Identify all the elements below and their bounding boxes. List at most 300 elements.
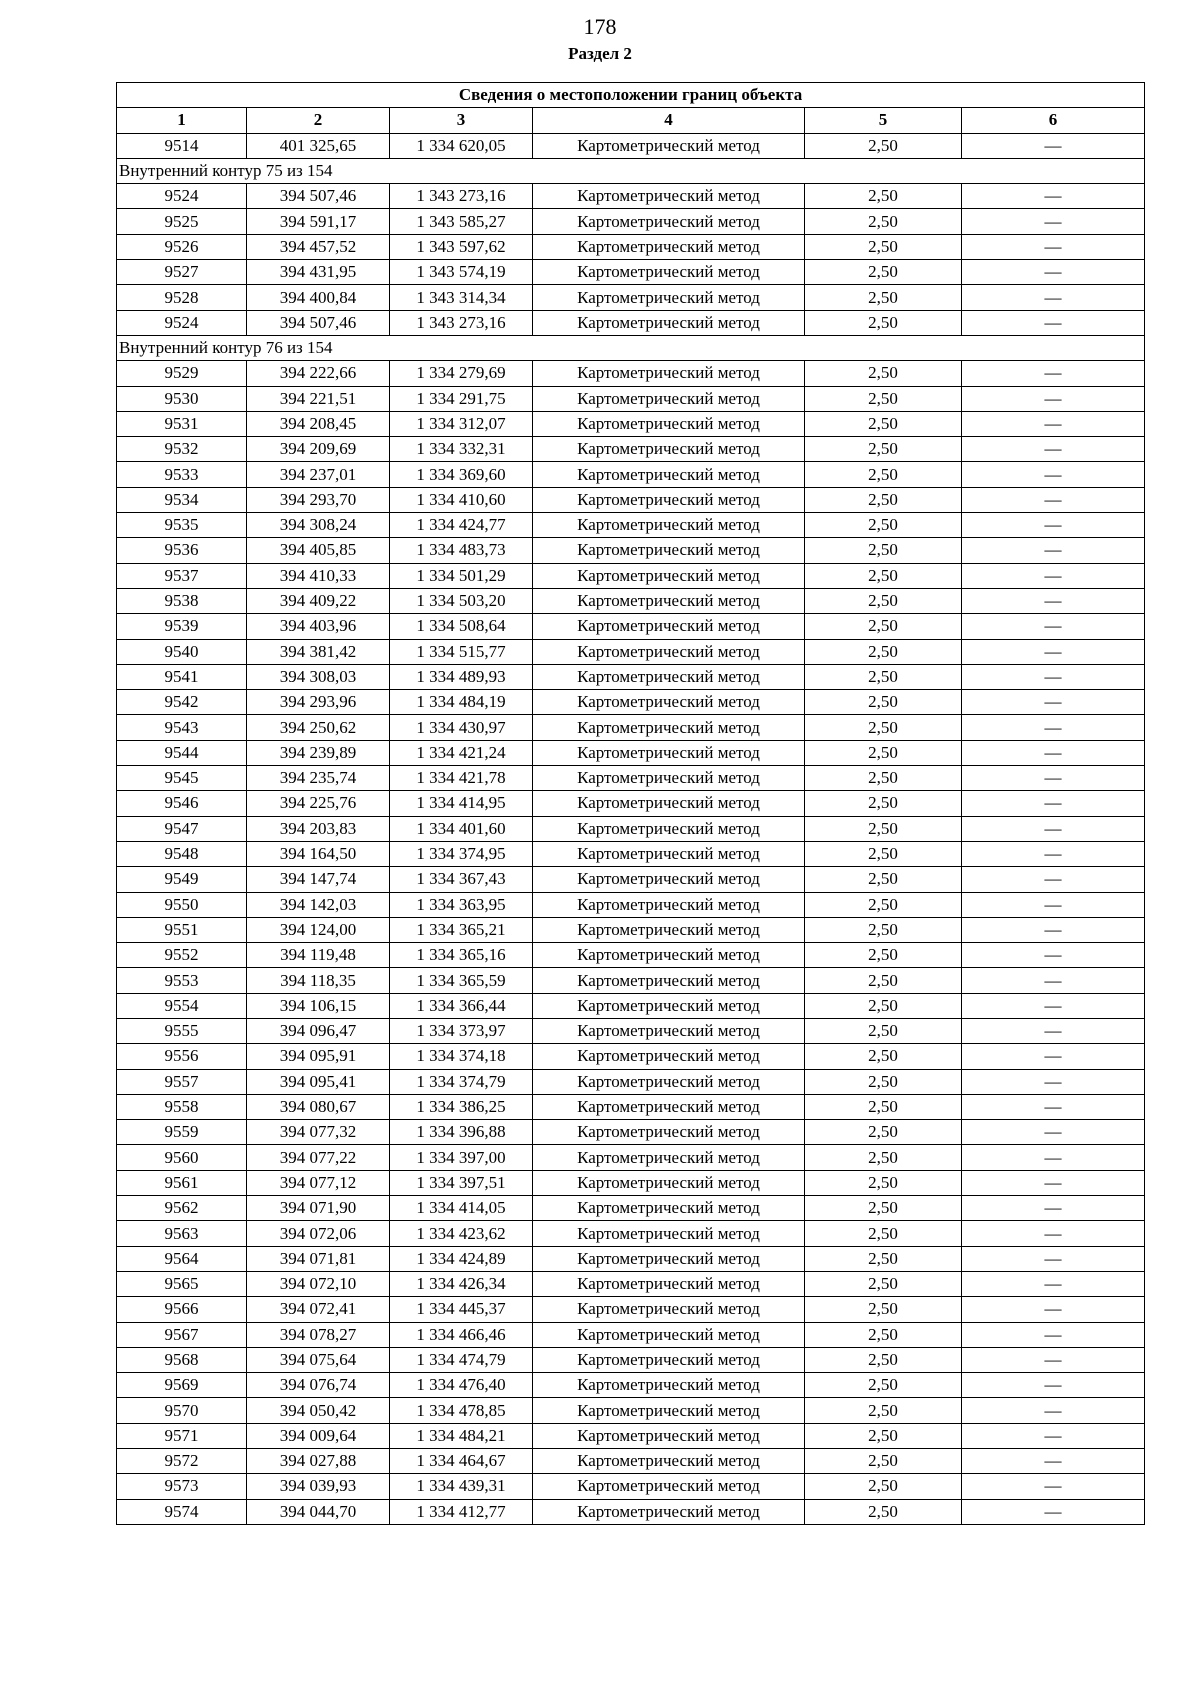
accuracy-cell: 2,50 xyxy=(805,867,962,892)
accuracy-cell: 2,50 xyxy=(805,437,962,462)
description-cell: — xyxy=(962,715,1145,740)
description-cell: — xyxy=(962,943,1145,968)
accuracy-cell: 2,50 xyxy=(805,917,962,942)
accuracy-cell: 2,50 xyxy=(805,740,962,765)
point-number-cell: 9543 xyxy=(117,715,247,740)
point-number-cell: 9553 xyxy=(117,968,247,993)
table-caption-row xyxy=(117,83,1145,108)
description-cell: — xyxy=(962,1423,1145,1448)
method-cell: Картометрический метод xyxy=(533,1196,805,1221)
table-row xyxy=(117,411,1145,436)
description-cell: — xyxy=(962,1044,1145,1069)
table-row xyxy=(117,260,1145,285)
x-coordinate-cell: 394 072,06 xyxy=(247,1221,390,1246)
x-coordinate-cell: 394 119,48 xyxy=(247,943,390,968)
accuracy-cell: 2,50 xyxy=(805,1120,962,1145)
x-coordinate-cell: 394 095,41 xyxy=(247,1069,390,1094)
table-row xyxy=(117,1423,1145,1448)
method-cell: Картометрический метод xyxy=(533,361,805,386)
description-cell: — xyxy=(962,614,1145,639)
y-coordinate-cell: 1 334 478,85 xyxy=(390,1398,533,1423)
description-cell: — xyxy=(962,690,1145,715)
point-number-cell: 9546 xyxy=(117,791,247,816)
accuracy-cell: 2,50 xyxy=(805,1449,962,1474)
accuracy-cell: 2,50 xyxy=(805,1246,962,1271)
point-number-cell: 9544 xyxy=(117,740,247,765)
accuracy-cell: 2,50 xyxy=(805,614,962,639)
x-coordinate-cell: 394 403,96 xyxy=(247,614,390,639)
table-row xyxy=(117,133,1145,158)
table-row xyxy=(117,234,1145,259)
description-cell: — xyxy=(962,1499,1145,1524)
description-cell: — xyxy=(962,1170,1145,1195)
method-cell: Картометрический метод xyxy=(533,917,805,942)
description-cell: — xyxy=(962,487,1145,512)
method-cell: Картометрический метод xyxy=(533,1423,805,1448)
table-row xyxy=(117,664,1145,689)
x-coordinate-cell: 394 308,03 xyxy=(247,664,390,689)
table-row xyxy=(117,1246,1145,1271)
description-cell: — xyxy=(962,462,1145,487)
description-cell: — xyxy=(962,538,1145,563)
table-row xyxy=(117,1322,1145,1347)
x-coordinate-cell: 394 457,52 xyxy=(247,234,390,259)
point-number-cell: 9541 xyxy=(117,664,247,689)
accuracy-cell: 2,50 xyxy=(805,1221,962,1246)
column-number-header: 5 xyxy=(805,108,962,133)
description-cell: — xyxy=(962,1271,1145,1296)
table-row xyxy=(117,715,1145,740)
x-coordinate-cell: 394 078,27 xyxy=(247,1322,390,1347)
description-cell: — xyxy=(962,639,1145,664)
point-number-cell: 9574 xyxy=(117,1499,247,1524)
point-number-cell: 9566 xyxy=(117,1297,247,1322)
accuracy-cell: 2,50 xyxy=(805,563,962,588)
y-coordinate-cell: 1 334 401,60 xyxy=(390,816,533,841)
table-row xyxy=(117,867,1145,892)
x-coordinate-cell: 394 591,17 xyxy=(247,209,390,234)
accuracy-cell: 2,50 xyxy=(805,487,962,512)
contour-label: Внутренний контур 75 из 154 xyxy=(117,158,1145,183)
method-cell: Картометрический метод xyxy=(533,1449,805,1474)
method-cell: Картометрический метод xyxy=(533,487,805,512)
y-coordinate-cell: 1 334 414,05 xyxy=(390,1196,533,1221)
x-coordinate-cell: 394 147,74 xyxy=(247,867,390,892)
x-coordinate-cell: 394 235,74 xyxy=(247,766,390,791)
point-number-cell: 9525 xyxy=(117,209,247,234)
y-coordinate-cell: 1 334 620,05 xyxy=(390,133,533,158)
method-cell: Картометрический метод xyxy=(533,285,805,310)
table-row xyxy=(117,943,1145,968)
accuracy-cell: 2,50 xyxy=(805,892,962,917)
accuracy-cell: 2,50 xyxy=(805,1373,962,1398)
description-cell: — xyxy=(962,1221,1145,1246)
column-number-header: 6 xyxy=(962,108,1145,133)
description-cell: — xyxy=(962,411,1145,436)
table-row xyxy=(117,1474,1145,1499)
point-number-cell: 9555 xyxy=(117,1018,247,1043)
x-coordinate-cell: 394 077,12 xyxy=(247,1170,390,1195)
description-cell: — xyxy=(962,1474,1145,1499)
point-number-cell: 9558 xyxy=(117,1094,247,1119)
point-number-cell: 9545 xyxy=(117,766,247,791)
table-row xyxy=(117,462,1145,487)
description-cell: — xyxy=(962,1018,1145,1043)
method-cell: Картометрический метод xyxy=(533,1221,805,1246)
point-number-cell: 9563 xyxy=(117,1221,247,1246)
point-number-cell: 9559 xyxy=(117,1120,247,1145)
x-coordinate-cell: 394 096,47 xyxy=(247,1018,390,1043)
point-number-cell: 9547 xyxy=(117,816,247,841)
table-row xyxy=(117,1170,1145,1195)
description-cell: — xyxy=(962,1322,1145,1347)
method-cell: Картометрический метод xyxy=(533,1398,805,1423)
method-cell: Картометрический метод xyxy=(533,260,805,285)
x-coordinate-cell: 394 410,33 xyxy=(247,563,390,588)
table-row xyxy=(117,1094,1145,1119)
method-cell: Картометрический метод xyxy=(533,1474,805,1499)
column-number-header: 1 xyxy=(117,108,247,133)
y-coordinate-cell: 1 334 373,97 xyxy=(390,1018,533,1043)
point-number-cell: 9567 xyxy=(117,1322,247,1347)
point-number-cell: 9551 xyxy=(117,917,247,942)
point-number-cell: 9524 xyxy=(117,184,247,209)
table-row xyxy=(117,740,1145,765)
y-coordinate-cell: 1 343 597,62 xyxy=(390,234,533,259)
y-coordinate-cell: 1 343 314,34 xyxy=(390,285,533,310)
y-coordinate-cell: 1 343 273,16 xyxy=(390,184,533,209)
table-row xyxy=(117,209,1145,234)
point-number-cell: 9565 xyxy=(117,1271,247,1296)
x-coordinate-cell: 394 431,95 xyxy=(247,260,390,285)
description-cell: — xyxy=(962,588,1145,613)
table-row xyxy=(117,1221,1145,1246)
table-row xyxy=(117,614,1145,639)
method-cell: Картометрический метод xyxy=(533,462,805,487)
table-row xyxy=(117,1449,1145,1474)
x-coordinate-cell: 394 080,67 xyxy=(247,1094,390,1119)
y-coordinate-cell: 1 334 386,25 xyxy=(390,1094,533,1119)
description-cell: — xyxy=(962,437,1145,462)
table-row xyxy=(117,1347,1145,1372)
x-coordinate-cell: 394 293,70 xyxy=(247,487,390,512)
point-number-cell: 9564 xyxy=(117,1246,247,1271)
description-cell: — xyxy=(962,361,1145,386)
method-cell: Картометрический метод xyxy=(533,234,805,259)
description-cell: — xyxy=(962,791,1145,816)
point-number-cell: 9550 xyxy=(117,892,247,917)
accuracy-cell: 2,50 xyxy=(805,1347,962,1372)
point-number-cell: 9572 xyxy=(117,1449,247,1474)
accuracy-cell: 2,50 xyxy=(805,639,962,664)
method-cell: Картометрический метод xyxy=(533,1347,805,1372)
accuracy-cell: 2,50 xyxy=(805,664,962,689)
description-cell: — xyxy=(962,133,1145,158)
method-cell: Картометрический метод xyxy=(533,841,805,866)
accuracy-cell: 2,50 xyxy=(805,184,962,209)
point-number-cell: 9535 xyxy=(117,513,247,538)
table-row xyxy=(117,816,1145,841)
x-coordinate-cell: 394 071,90 xyxy=(247,1196,390,1221)
y-coordinate-cell: 1 334 466,46 xyxy=(390,1322,533,1347)
method-cell: Картометрический метод xyxy=(533,690,805,715)
column-number-header: 3 xyxy=(390,108,533,133)
method-cell: Картометрический метод xyxy=(533,411,805,436)
method-cell: Картометрический метод xyxy=(533,740,805,765)
accuracy-cell: 2,50 xyxy=(805,841,962,866)
point-number-cell: 9569 xyxy=(117,1373,247,1398)
point-number-cell: 9557 xyxy=(117,1069,247,1094)
accuracy-cell: 2,50 xyxy=(805,361,962,386)
point-number-cell: 9532 xyxy=(117,437,247,462)
x-coordinate-cell: 394 077,22 xyxy=(247,1145,390,1170)
y-coordinate-cell: 1 334 439,31 xyxy=(390,1474,533,1499)
method-cell: Картометрический метод xyxy=(533,1120,805,1145)
method-cell: Картометрический метод xyxy=(533,614,805,639)
x-coordinate-cell: 394 409,22 xyxy=(247,588,390,613)
accuracy-cell: 2,50 xyxy=(805,462,962,487)
accuracy-cell: 2,50 xyxy=(805,411,962,436)
point-number-cell: 9548 xyxy=(117,841,247,866)
description-cell: — xyxy=(962,766,1145,791)
accuracy-cell: 2,50 xyxy=(805,1423,962,1448)
table-row xyxy=(117,538,1145,563)
accuracy-cell: 2,50 xyxy=(805,1297,962,1322)
method-cell: Картометрический метод xyxy=(533,1499,805,1524)
point-number-cell: 9552 xyxy=(117,943,247,968)
y-coordinate-cell: 1 334 332,31 xyxy=(390,437,533,462)
y-coordinate-cell: 1 334 369,60 xyxy=(390,462,533,487)
y-coordinate-cell: 1 334 291,75 xyxy=(390,386,533,411)
accuracy-cell: 2,50 xyxy=(805,766,962,791)
table-row xyxy=(117,1044,1145,1069)
table-caption: Сведения о местоположении границ объекта xyxy=(117,83,1145,108)
section-title: Раздел 2 xyxy=(568,44,632,63)
x-coordinate-cell: 394 237,01 xyxy=(247,462,390,487)
method-cell: Картометрический метод xyxy=(533,184,805,209)
x-coordinate-cell: 394 071,81 xyxy=(247,1246,390,1271)
description-cell: — xyxy=(962,1398,1145,1423)
y-coordinate-cell: 1 334 397,00 xyxy=(390,1145,533,1170)
y-coordinate-cell: 1 343 585,27 xyxy=(390,209,533,234)
y-coordinate-cell: 1 334 424,77 xyxy=(390,513,533,538)
y-coordinate-cell: 1 334 365,59 xyxy=(390,968,533,993)
method-cell: Картометрический метод xyxy=(533,1246,805,1271)
accuracy-cell: 2,50 xyxy=(805,1170,962,1195)
x-coordinate-cell: 394 039,93 xyxy=(247,1474,390,1499)
description-cell: — xyxy=(962,1196,1145,1221)
accuracy-cell: 2,50 xyxy=(805,209,962,234)
y-coordinate-cell: 1 334 421,78 xyxy=(390,766,533,791)
method-cell: Картометрический метод xyxy=(533,1271,805,1296)
table-row xyxy=(117,639,1145,664)
y-coordinate-cell: 1 334 366,44 xyxy=(390,993,533,1018)
method-cell: Картометрический метод xyxy=(533,386,805,411)
table-row xyxy=(117,513,1145,538)
point-number-cell: 9539 xyxy=(117,614,247,639)
accuracy-cell: 2,50 xyxy=(805,386,962,411)
method-cell: Картометрический метод xyxy=(533,639,805,664)
column-number-header: 2 xyxy=(247,108,390,133)
accuracy-cell: 2,50 xyxy=(805,513,962,538)
table-row xyxy=(117,791,1145,816)
y-coordinate-cell: 1 334 483,73 xyxy=(390,538,533,563)
description-cell: — xyxy=(962,209,1145,234)
method-cell: Картометрический метод xyxy=(533,513,805,538)
point-number-cell: 9527 xyxy=(117,260,247,285)
accuracy-cell: 2,50 xyxy=(805,234,962,259)
point-number-cell: 9542 xyxy=(117,690,247,715)
y-coordinate-cell: 1 334 430,97 xyxy=(390,715,533,740)
x-coordinate-cell: 394 239,89 xyxy=(247,740,390,765)
accuracy-cell: 2,50 xyxy=(805,1499,962,1524)
method-cell: Картометрический метод xyxy=(533,133,805,158)
y-coordinate-cell: 1 334 424,89 xyxy=(390,1246,533,1271)
description-cell: — xyxy=(962,1069,1145,1094)
accuracy-cell: 2,50 xyxy=(805,690,962,715)
point-number-cell: 9526 xyxy=(117,234,247,259)
y-coordinate-cell: 1 334 423,62 xyxy=(390,1221,533,1246)
accuracy-cell: 2,50 xyxy=(805,1322,962,1347)
table-row xyxy=(117,993,1145,1018)
x-coordinate-cell: 394 293,96 xyxy=(247,690,390,715)
y-coordinate-cell: 1 334 412,77 xyxy=(390,1499,533,1524)
point-number-cell: 9533 xyxy=(117,462,247,487)
point-number-cell: 9561 xyxy=(117,1170,247,1195)
y-coordinate-cell: 1 334 365,21 xyxy=(390,917,533,942)
point-number-cell: 9514 xyxy=(117,133,247,158)
x-coordinate-cell: 394 142,03 xyxy=(247,892,390,917)
method-cell: Картометрический метод xyxy=(533,538,805,563)
y-coordinate-cell: 1 334 489,93 xyxy=(390,664,533,689)
accuracy-cell: 2,50 xyxy=(805,1196,962,1221)
y-coordinate-cell: 1 334 397,51 xyxy=(390,1170,533,1195)
description-cell: — xyxy=(962,816,1145,841)
table-row xyxy=(117,1297,1145,1322)
table-row xyxy=(117,1196,1145,1221)
y-coordinate-cell: 1 334 476,40 xyxy=(390,1373,533,1398)
x-coordinate-cell: 394 077,32 xyxy=(247,1120,390,1145)
point-number-cell: 9570 xyxy=(117,1398,247,1423)
contour-label: Внутренний контур 76 из 154 xyxy=(117,335,1145,360)
x-coordinate-cell: 394 027,88 xyxy=(247,1449,390,1474)
y-coordinate-cell: 1 334 474,79 xyxy=(390,1347,533,1372)
x-coordinate-cell: 394 209,69 xyxy=(247,437,390,462)
method-cell: Картометрический метод xyxy=(533,892,805,917)
description-cell: — xyxy=(962,1373,1145,1398)
y-coordinate-cell: 1 343 574,19 xyxy=(390,260,533,285)
x-coordinate-cell: 394 050,42 xyxy=(247,1398,390,1423)
description-cell: — xyxy=(962,1246,1145,1271)
x-coordinate-cell: 394 072,41 xyxy=(247,1297,390,1322)
description-cell: — xyxy=(962,260,1145,285)
description-cell: — xyxy=(962,285,1145,310)
method-cell: Картометрический метод xyxy=(533,1145,805,1170)
y-coordinate-cell: 1 334 484,19 xyxy=(390,690,533,715)
description-cell: — xyxy=(962,968,1145,993)
contour-header-row xyxy=(117,158,1145,183)
point-number-cell: 9573 xyxy=(117,1474,247,1499)
y-coordinate-cell: 1 334 363,95 xyxy=(390,892,533,917)
accuracy-cell: 2,50 xyxy=(805,310,962,335)
accuracy-cell: 2,50 xyxy=(805,133,962,158)
accuracy-cell: 2,50 xyxy=(805,1094,962,1119)
method-cell: Картометрический метод xyxy=(533,1018,805,1043)
description-cell: — xyxy=(962,841,1145,866)
description-cell: — xyxy=(962,1449,1145,1474)
point-number-cell: 9537 xyxy=(117,563,247,588)
method-cell: Картометрический метод xyxy=(533,816,805,841)
boundary-coordinates-table xyxy=(116,82,1145,1525)
y-coordinate-cell: 1 334 508,64 xyxy=(390,614,533,639)
method-cell: Картометрический метод xyxy=(533,1170,805,1195)
y-coordinate-cell: 1 334 464,67 xyxy=(390,1449,533,1474)
y-coordinate-cell: 1 334 501,29 xyxy=(390,563,533,588)
x-coordinate-cell: 394 308,24 xyxy=(247,513,390,538)
method-cell: Картометрический метод xyxy=(533,437,805,462)
description-cell: — xyxy=(962,1120,1145,1145)
x-coordinate-cell: 394 381,42 xyxy=(247,639,390,664)
table-row xyxy=(117,1373,1145,1398)
point-number-cell: 9524 xyxy=(117,310,247,335)
contour-header-row xyxy=(117,335,1145,360)
description-cell: — xyxy=(962,892,1145,917)
x-coordinate-cell: 394 118,35 xyxy=(247,968,390,993)
y-coordinate-cell: 1 343 273,16 xyxy=(390,310,533,335)
table-row xyxy=(117,690,1145,715)
x-coordinate-cell: 394 208,45 xyxy=(247,411,390,436)
table-row xyxy=(117,1069,1145,1094)
method-cell: Картометрический метод xyxy=(533,310,805,335)
column-number-header: 4 xyxy=(533,108,805,133)
table-row xyxy=(117,437,1145,462)
x-coordinate-cell: 394 225,76 xyxy=(247,791,390,816)
x-coordinate-cell: 394 250,62 xyxy=(247,715,390,740)
accuracy-cell: 2,50 xyxy=(805,816,962,841)
table-row xyxy=(117,310,1145,335)
description-cell: — xyxy=(962,993,1145,1018)
y-coordinate-cell: 1 334 426,34 xyxy=(390,1271,533,1296)
point-number-cell: 9531 xyxy=(117,411,247,436)
y-coordinate-cell: 1 334 374,79 xyxy=(390,1069,533,1094)
x-coordinate-cell: 394 405,85 xyxy=(247,538,390,563)
description-cell: — xyxy=(962,1297,1145,1322)
table-row xyxy=(117,1398,1145,1423)
y-coordinate-cell: 1 334 410,60 xyxy=(390,487,533,512)
table-row xyxy=(117,1499,1145,1524)
method-cell: Картометрический метод xyxy=(533,993,805,1018)
method-cell: Картометрический метод xyxy=(533,715,805,740)
description-cell: — xyxy=(962,917,1145,942)
accuracy-cell: 2,50 xyxy=(805,1271,962,1296)
x-coordinate-cell: 394 124,00 xyxy=(247,917,390,942)
table-row xyxy=(117,386,1145,411)
page-number: 178 xyxy=(583,14,617,39)
point-number-cell: 9549 xyxy=(117,867,247,892)
method-cell: Картометрический метод xyxy=(533,943,805,968)
method-cell: Картометрический метод xyxy=(533,1297,805,1322)
method-cell: Картометрический метод xyxy=(533,766,805,791)
description-cell: — xyxy=(962,184,1145,209)
point-number-cell: 9560 xyxy=(117,1145,247,1170)
accuracy-cell: 2,50 xyxy=(805,1044,962,1069)
point-number-cell: 9534 xyxy=(117,487,247,512)
accuracy-cell: 2,50 xyxy=(805,285,962,310)
y-coordinate-cell: 1 334 367,43 xyxy=(390,867,533,892)
method-cell: Картометрический метод xyxy=(533,968,805,993)
point-number-cell: 9529 xyxy=(117,361,247,386)
description-cell: — xyxy=(962,1094,1145,1119)
